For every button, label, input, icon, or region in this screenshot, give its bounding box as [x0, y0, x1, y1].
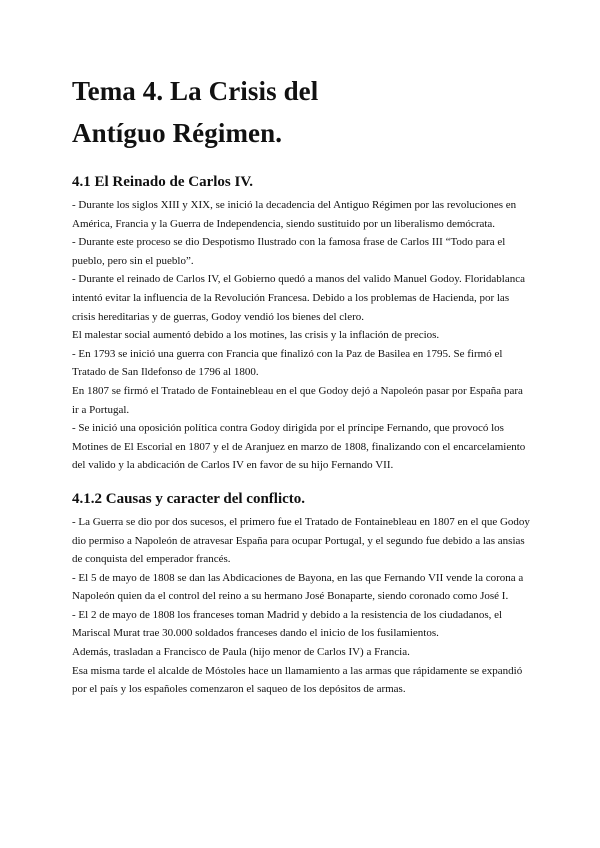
paragraph: - En 1793 se inició una guerra con Francia que finalizó con la Paz de Basilea en 1795. Se firmó el Tratado de San Ildefonso de 1796 al 1800.: [72, 347, 503, 379]
paragraph: Esa misma tarde el alcalde de Móstoles hace un llamamiento a las armas que rápidamente se expandió por el país y los españoles comenzaron el saqueo de los depósitos de armas.: [72, 664, 523, 696]
document-title: [72, 70, 532, 154]
section-heading: 4.1.2 Causas y caracter del conflicto.: [72, 490, 306, 507]
paragraph: - Durante el reinado de Carlos IV, el Gobierno quedó a manos del valido Manuel Godoy. Floridablanca intentó evitar la influencia de la Revolución Francesa. Debido a los problemas de Hacienda, por las crisis hereditarias y de guerras, Godoy vendió los bienes del clero.: [72, 273, 526, 323]
paragraph: En 1807 se firmó el Tratado de Fontainebleau en el que Godoy dejó a Napoleón pasar por España para ir a Portugal.: [72, 384, 523, 416]
paragraph: - El 5 de mayo de 1808 se dan las Abdicaciones de Bayona, en las que Fernando VII vende la corona a Napoleón quien da el control del reino a su hermano José Bonaparte, siendo coronado como José I.: [72, 571, 524, 603]
paragraph: El malestar social aumentó debido a los motines, las crisis y la inflación de precios.: [72, 329, 440, 342]
document-page: [72, 70, 532, 699]
section-heading: 4.1 El Reinado de Carlos IV.: [72, 174, 253, 190]
paragraph: Además, trasladan a Francisco de Paula (hijo menor de Carlos IV) a Francia.: [72, 646, 410, 659]
paragraph: - El 2 de mayo de 1808 los franceses toman Madrid y debido a la resistencia de los ciudadanos, el Mariscal Murat trae 30.000 soldados franceses dando el inicio de los fusilamientos.: [72, 608, 503, 640]
title-line-1: Tema 4. La Crisis del: [72, 76, 319, 106]
paragraph: - La Guerra se dio por dos sucesos, el primero fue el Tratado de Fontainebleau en 1807 en el que Godoy dio permiso a Napoleón de atravesar España para ocupar Portugal, y el segundo fue debido a las ansias de conquista del emperador francés.: [72, 515, 530, 566]
paragraph: - Durante este proceso se dio Despotismo Ilustrado con la famosa frase de Carlos III “Todo para el pueblo, pero sin el pueblo”.: [72, 236, 506, 267]
paragraph: - Se inició una oposición política contra Godoy dirigida por el príncipe Fernando, que provocó los Motines de El Escorial en 1807 y el de Aranjuez en marzo de 1808, finalizando con el encarcelamiento del valido y la abdicación de Carlos IV en favor de su hijo Fernando VII.: [72, 422, 526, 472]
section-causas-conflicto: [72, 489, 532, 699]
title-line-2: Antíguo Régimen.: [72, 118, 283, 148]
section-reinado-carlos-iv: [72, 172, 532, 475]
paragraph: - Durante los siglos XIII y XIX, se inició la decadencia del Antiguo Régimen por las revoluciones en América, Francia y la Guerra de Independencia, siendo sustituido por un liberalismo demócrata.: [72, 199, 517, 230]
